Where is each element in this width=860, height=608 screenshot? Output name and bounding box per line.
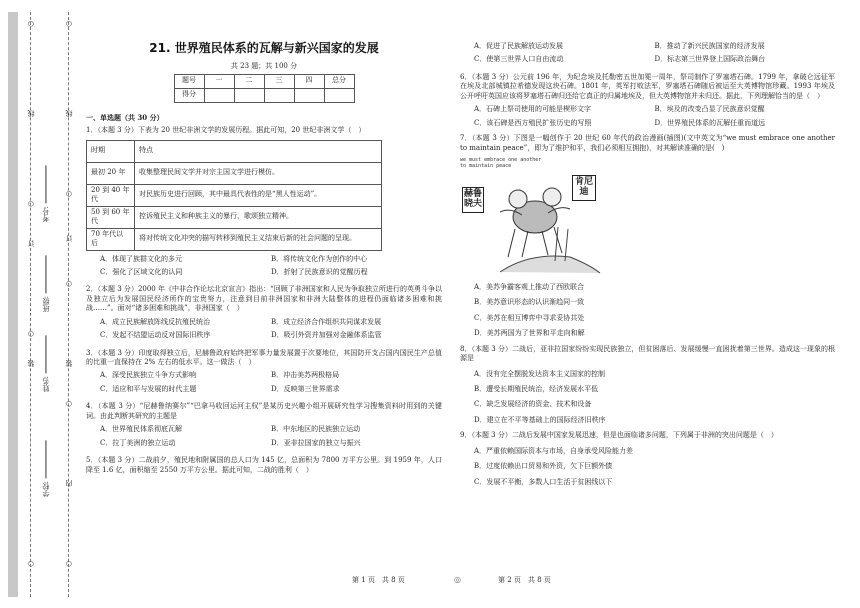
score-header-cell: 二 [234,74,264,88]
score-input-cell[interactable] [324,88,354,102]
option[interactable]: A．石碑上祭司使用的可能是楔形文字 [474,105,592,114]
table-cell: 50 到 60 年代 [87,206,135,228]
left-page [86,40,442,475]
option[interactable]: D．美苏两国为了世界和平走向和解 [474,329,585,338]
option[interactable]: A．没有完全摆脱发达资本主义国家的控制 [474,369,606,378]
option[interactable]: C．强化了区域文化的认同 [100,267,183,276]
inner-label: ○ [65,400,73,408]
cartoon-caption: we must embrace one another to maintain peace [460,156,542,169]
question-5: 5．（本题 3 分）二战前夕，殖民地和附属国的总人口为 145 亿，总面积为 7800 万平方公里。到 1959 年，人口降至 1.6 亿，面积缩至 2550 万平方公里。据此可知，二战的胜利（ ） [86,456,442,474]
option[interactable]: A．体现了族群文化的多元 [100,254,183,263]
class-field[interactable]: 班级: [42,255,51,312]
question-8-options [460,370,835,426]
question-3-options [86,371,442,394]
option[interactable]: C．美苏在相互博弈中寻求妥协共处 [474,313,585,322]
school-field[interactable]: 学校: [42,440,51,497]
right-page [460,42,835,487]
outer-label: 线 [27,110,35,117]
score-row-label: 得分 [174,88,204,102]
score-header-cell: 题号 [174,74,204,88]
question-7-options [460,283,835,339]
inner-label: 线 [65,110,73,117]
inner-label: 内 [65,480,73,487]
option[interactable]: C．该石碑是西方殖民扩张历史的写照 [474,118,592,127]
outer-label: ○ [27,560,35,568]
binding-strip [8,12,18,597]
option[interactable]: B．美苏意识形态的认识渐趋同一致 [474,298,585,307]
score-header-cell: 一 [204,74,234,88]
question-1: 1．（本题 3 分）下表为 20 世纪非洲文学的发展历程。据此可知，20 世纪非洲文学（ ） [86,126,366,135]
score-header-cell: 总分 [324,74,354,88]
outer-label: ○ [27,330,35,338]
center-mark-icon: ◎ [454,575,461,584]
exam-number-field[interactable]: 考号: [42,165,51,222]
question-1-table [86,140,382,251]
option[interactable]: B．成立经济合作组织共同谋求发展 [271,317,382,326]
page-title: 21. 世界殖民体系的瓦解与新兴国家的发展 [149,41,379,55]
option[interactable]: D．世界殖民体系的瓦解任重而道远 [654,118,766,127]
section-heading: 一、单选题（共 30 分） [86,112,164,122]
score-input-cell[interactable] [234,88,264,102]
table-cell: 时期 [87,140,135,162]
page-subtitle: 共 23 题；共 100 分 [230,62,298,71]
option[interactable]: C．使第三世界人口自由流动 [474,55,564,64]
option[interactable]: C．拉丁美洲的独立运动 [100,438,176,447]
option[interactable]: D．建立在不平等基础上的国际经济旧秩序 [474,415,606,424]
political-cartoon [460,157,610,277]
inner-label: ○ [65,190,73,198]
kennedy-label: 肯尼迪 [572,175,596,201]
option[interactable]: A．促进了民族解放运动发展 [474,42,564,50]
score-input-cell[interactable] [294,88,324,102]
inner-label: ○ [65,560,73,568]
option[interactable]: C．发起不结盟运动反对国际旧秩序 [100,331,211,340]
option[interactable]: D．折射了民族意识的觉醒历程 [271,267,368,276]
score-header-cell: 三 [264,74,294,88]
score-table [174,74,355,103]
score-input-cell[interactable] [264,88,294,102]
table-cell: 收集整理民间文学并对宗主国文学进行模仿。 [135,162,382,184]
outer-cut-line [30,12,31,597]
question-4-options [86,425,442,448]
option[interactable]: D．标志第三世界登上国际政治舞台 [654,55,766,64]
option[interactable]: B．推动了新兴民族国家的经济发展 [654,42,765,50]
question-9: 9．（本题 3 分）二战后发展中国家发展迅速，但是也面临诸多问题，下列属于非洲的突出问题是（ ） [460,431,778,440]
option[interactable]: B．冲击美苏两极格局 [271,371,340,380]
table-cell: 控诉殖民主义和种族主义的暴行，歌颂独立精神。 [135,206,382,228]
option[interactable]: B．埃及的改变凸显了民族意识觉醒 [654,105,765,114]
question-2: 2．（本题 3 分）2000 年《中非合作论坛北京宣言》指出：“回顾了非洲国家和人民为争取独立所进行的英勇斗争以及独立后为发展国民经济所作的宝贵努力，注意到目前非洲国家和非洲大陆整体的进程仍面临诸多困难和挑战……”。面对“诸多困难和挑战”，非洲国家（ ） [86,285,442,313]
question-4: 4．（本题 3 分）“尼赫鲁纳赛尔”“巴拿马收回运河主权”是某历史兴趣小组开展研究性学习搜集资料时用到的关键词。由此判断其研究的主题是 [86,402,442,420]
inner-cut-line [68,12,69,597]
option[interactable]: A．美苏争霸客观上推动了西欧联合 [474,282,585,291]
option[interactable]: C．缺乏发展经济的资金、技术和设备 [474,400,592,409]
option[interactable]: C．发展不平衡，多数人口生活于贫困线以下 [474,477,613,486]
option[interactable]: A．深受民族独立斗争方式影响 [100,371,197,380]
option[interactable]: C．适应和平与发展的时代主题 [100,384,197,393]
question-6: 6．（本题 3 分）公元前 196 年，为纪念埃及托勒密五世加冕一周年，祭司制作了罗塞塔石碑。1799 年，拿破仑远征军在埃及北部城镇拉希德发现这块石碑。1801 年，英军打败法军，罗塞塔石碑随后被运至大英博物馆珍藏。1993 年埃及公开呼吁英国应该将罗塞塔石碑归还给它真正的归属地埃及，但大英博物馆并未归还。据此，下列理解恰当的是（ ） [460,72,835,100]
option[interactable]: B．遭受长期殖民统治，经济发展水平低 [474,385,599,393]
outer-label: 订 [27,240,35,247]
right-page-number: 第 2 页 共 8 页 [498,576,551,584]
question-1-options [86,255,442,278]
score-header-cell: 四 [294,74,324,88]
table-cell: 特点 [135,140,382,162]
inner-label: ○ [65,280,73,288]
option[interactable]: B．过度依赖出口贸易和外资，欠下巨额外债 [474,462,613,471]
option[interactable]: D．亚非拉国家的独立与振兴 [271,438,361,447]
table-cell: 最初 20 年 [87,162,135,184]
khrushchev-label: 赫鲁晓夫 [462,187,484,213]
question-2-options [86,318,442,341]
question-9-options [460,447,835,487]
question-5-options [460,42,835,65]
outer-label: 装 [27,360,35,367]
inner-label: 订 [65,235,73,242]
table-cell: 对民族历史进行回顾，其中最具代表性的是“黑人性运动”。 [135,184,382,206]
question-7: 7．（本题 3 分）下图是一幅创作于 20 世纪 60 年代的政治漫画(插图)(文中英文为“we must embrace one another to maintain peace”，即为了维护和平，我们必须相互拥抱)，对其解读准确的是( ) [460,134,835,152]
table-cell: 70 年代以后 [87,228,135,250]
table-cell: 将对传统文化冲突的描写转移到殖民主义结束后新的社会问题的呈现。 [135,228,382,250]
option[interactable]: D．吸引外资并加强对金融体系监管 [271,331,382,340]
option[interactable]: B．将传统文化作为创作的中心 [271,254,368,263]
outer-label: ○ [27,20,35,28]
left-page-number: 第 1 页 共 8 页 [352,576,405,584]
option[interactable]: B．中东地区的民族独立运动 [271,425,361,434]
question-8: 8．（本题 3 分）二战后，亚非拉国家纷纷实现民族独立，但贫困落后、发展缓慢一直困扰着第三世界。造成这一现象的根源是 [460,344,835,363]
outer-label: ○ [27,200,35,208]
inner-label: 装 [65,360,73,367]
score-input-cell[interactable] [204,88,234,102]
option[interactable]: A．严重依赖国际资本与市场，自身承受风险能力差 [474,446,634,455]
question-3: 3．（本题 3 分）印度取得独立后，尼赫鲁政府始终把军事力量发展置于次要地位，其国防开支占国内国民生产总值的比重一直保持在 2% 左右的低水平。这一做法（ ） [86,348,442,366]
option[interactable]: D．反映第三世界需求 [271,384,340,393]
table-cell: 20 到 40 年代 [87,184,135,206]
binding-margin [0,0,86,608]
option[interactable]: A．世界殖民体系彻底瓦解 [100,425,183,434]
name-field[interactable]: 姓名: [42,335,51,392]
question-6-options [460,105,835,128]
option[interactable]: A．成立民族解放阵线反抗殖民统治 [100,317,211,326]
inner-label: ○ [65,20,73,28]
